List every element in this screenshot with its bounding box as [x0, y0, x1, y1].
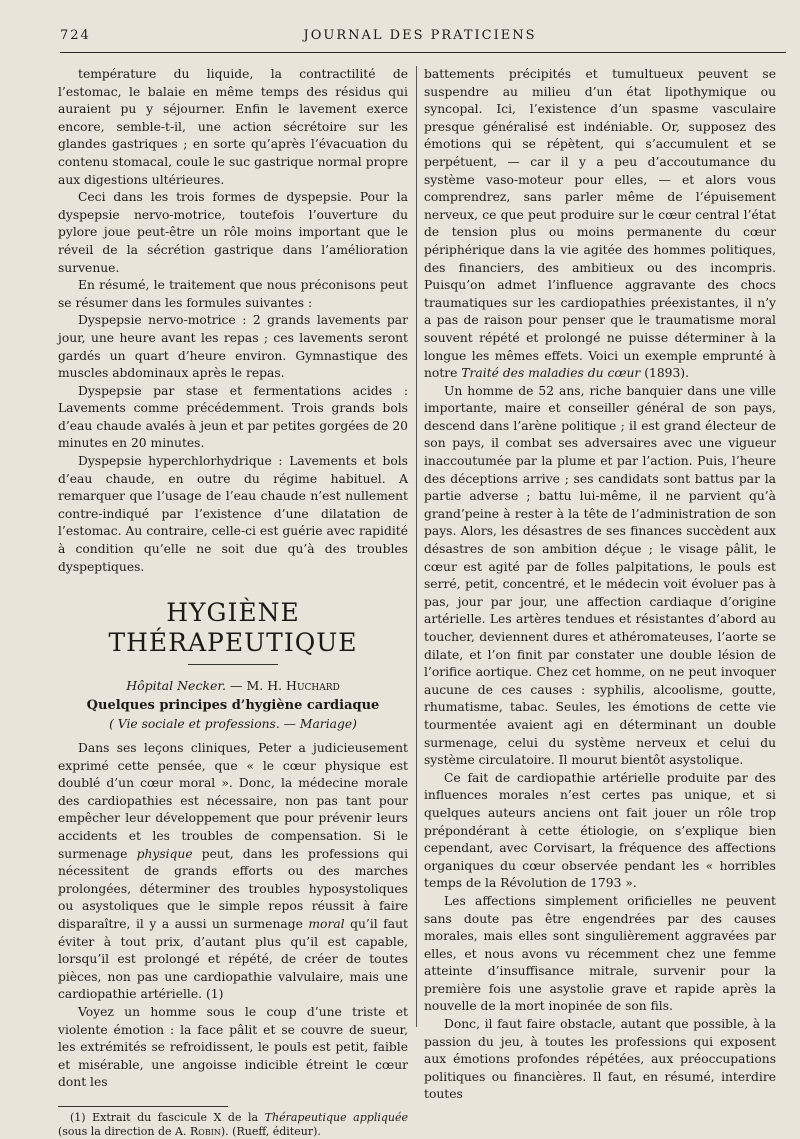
lecture-subtitle: ( Vie sociale et professions. — Mariage)	[109, 717, 357, 732]
paragraph: température du liquide, la contractilité de l’estomac, le balaie en même temps des résidus qui auraient pu y séjourner. Enfin le lavement exerce encore, semble-t-il, une action sécrétoire sur les glandes gastriques ; en sorte qu’après l’évacuation du contenu stomacal, coule le suc gastrique normal propre aux digestions ultérieures.	[58, 67, 408, 187]
left-column	[58, 66, 408, 1139]
paragraph: Dyspepsie nervo-motrice : 2 grands lavements par jour, une heure avant les repas ; ces lavements seront gardés un quart d’heure environ. Gymnastique des muscles abdominaux après le repas.	[58, 313, 408, 381]
paragraph: Les affections simplement orificielles ne peuvent sans doute pas être engendrées par des causes morales, mais elles sont singulièrement aggravées par elles, et nous avons vu récemment chez une femme atteinte d’insuffisance mitrale, survenir pour la première fois une asystolie grave et rapide après la nouvelle de la mort inopinée de son fils.	[424, 893, 776, 1014]
paragraph: Voyez un homme sous le coup d’une triste et violente émotion : la face pâlit et se couvre de sueur, les extrémités se refroidissent, le pouls est petit, faible et misérable, une angoisse indicible étreint le cœur dont les	[58, 1004, 408, 1090]
italic-book-title: Traité des maladies du cœur	[461, 366, 641, 381]
article-byline	[58, 677, 408, 695]
footnote-book-title: Thérapeutique appliquée	[264, 1110, 409, 1124]
journal-title: JOURNAL DES PRATICIENS	[303, 28, 537, 43]
byline-hospital: Hôpital Necker.	[126, 678, 226, 694]
footnote-author: Robin	[189, 1124, 221, 1138]
footnote-text: (1) Extrait du fascicule X de la	[70, 1110, 265, 1124]
paragraph	[424, 66, 776, 383]
running-head	[60, 28, 780, 50]
column-divider	[416, 66, 417, 1027]
byline-author: Huchard	[286, 678, 340, 694]
paragraph: Dyspepsie hyperchlorhydrique : Lavements et bols d’eau chaude, en outre du régime habituel. A remarquer que l’usage de l’eau chaude n’est nullement contre-indiqué par l’existence d’une dilatation de l’estomac. Au contraire, celle-ci est guérie avec rapidité à condition qu’elle ne soit due qu’à des troubles dyspeptiques.	[58, 454, 408, 574]
footnote	[58, 1111, 408, 1139]
italic-term: moral	[308, 916, 345, 931]
footnote-text: ). (Rueff, éditeur).	[220, 1124, 321, 1138]
paragraph: Un homme de 52 ans, riche banquier dans une ville importante, maire et conseiller général de son pays, descend dans l’arène politique ; il est grand électeur de son pays, il combat ses adversaires avec une vigueur inaccoutumée par la plume et par l’action. Puis, l’heure des déceptions arrive ; ses candidats sont battus par la partie adverse ; battu lui-même, il ne parvient qu’à grand’peine à rester à la tête de l’administration de son pays. Alors, les désastres de ses finances succèdent aux désastres de son ambition déçue ; le visage pâlit, le cœur est agité par de folles palpitations, le pouls est serré, petit, concentré, et le médecin voit évoluer pas à pas, jour par jour, une affection cardiaque d’origine artérielle. Les artères tendues et résistantes d’abord au toucher, deviennent dures et athéromateuses, l’aorte se dilate, et l’on finit par constater une double lésion de l’orifice aortique. Chez cet homme, on ne peut invoquer aucune de ces causes : syphilis, alcoolisme, goutte, rhumatisme, tabac. Seules, les émotions de cette vie tourmentée avaient agi en déterminant un double surmenage, celui du système nerveux et celui du système circulatoire. Il mourut bientôt asystolique.	[424, 383, 776, 768]
section-title: HYGIÈNE THÉRAPEUTIQUE	[108, 598, 358, 658]
text-run: (1893).	[640, 366, 690, 381]
page-number: 724	[60, 28, 91, 43]
text-run: Dans ses leçons cliniques, Peter a judicieusement exprimé cette pensée, que « le cœur physique est doublé d’un cœur moral ». Donc, la médecine morale des cardiopathies est nécessaire, non pas tant pour empêcher leur développement que pour prévenir leurs accidents et les troubles de compensation. Si le surmenage	[58, 741, 408, 861]
paragraph: En résumé, le traitement que nous préconisons peut se résumer dans les formules suivantes :	[58, 278, 408, 310]
byline-dash: — M. H.	[226, 678, 287, 694]
paragraph: Ce fait de cardiopathie artérielle produite par des influences morales n’est certes pas unique, et si quelques auteurs anciens ont fait jouer un rôle trop prépondérant à cette étiologie, on s’explique bien cependant, avec Corvisart, la fréquence des affections organiques du cœur observée pendant les « horribles temps de la Révolution de 1793 ».	[424, 770, 776, 891]
section-rule	[188, 664, 278, 665]
text-run: qu’il faut éviter à tout prix, d’autant plus qu’il est capable, lorsqu’il est prolongé et répété, de créer de toutes pièces, non pas une cardiopathie valvulaire, mais une cardiopathie artérielle. (1)	[58, 916, 408, 1002]
header-rule	[60, 52, 786, 53]
lecture-title: Quelques principes d’hygiène cardiaque	[86, 697, 380, 713]
footnote-text: (sous la direction de A.	[58, 1124, 190, 1138]
paragraph: Dyspepsie par stase et fermentations acides : Lavements comme précédemment. Trois grands bols d’eau chaude avalés à jeun et par petites gorgées de 20 minutes en 20 minutes.	[58, 383, 408, 451]
text-run: battements précipités et tumultueux peuvent se suspendre au milieu d’un état lipothymique ou syncopal. Ici, l’existence d’un spasme vasculaire presque généralisé est indéniable. Or, supposez des émotions qui se répètent, qui s’accumulent et se perpétuent, — car il y a peu d’accoutumance du système vaso-moteur pour elles, — et alors vous comprendrez, sans parler même de l’épuisement nerveux, ce que peut produire sur le cœur central l’état de tension plus ou moins permanente du cœur périphérique dans la vie agitée des hommes politiques, des financiers, des ambitieux ou des incompris. Puisqu’on admet l’influence aggravante des chocs traumatiques sur les cardiopathies préexistantes, il n’y a pas de raison pour penser que le traumatisme moral souvent répété et prolongé ne puisse déterminer à la longue les mêmes effets. Voici un exemple emprunté à notre	[424, 67, 776, 381]
footnote-rule	[58, 1106, 228, 1107]
paragraph	[58, 740, 408, 1004]
text-run: peut, dans les professions qui nécessitent de grands efforts ou des marches prolongées, déterminer des troubles hyposystoliques ou asystoliques que le simple repos réussit à faire disparaître, il y a aussi un surmenage	[58, 846, 409, 931]
right-column	[424, 66, 776, 1104]
paragraph: Ceci dans les trois formes de dyspepsie. Pour la dyspepsie nervo-motrice, toutefois l’ouverture du pylore joue peut-être un rôle moins important que le réveil de la sécrétion gastrique dans l’amélioration survenue.	[58, 190, 408, 275]
paragraph: Donc, il faut faire obstacle, autant que possible, à la passion du jeu, à toutes les professions qui exposent aux émotions profondes répétées, aux préoccupations politiques ou financières. Il faut, en résumé, interdire toutes	[424, 1017, 776, 1102]
italic-term: physique	[136, 846, 193, 861]
